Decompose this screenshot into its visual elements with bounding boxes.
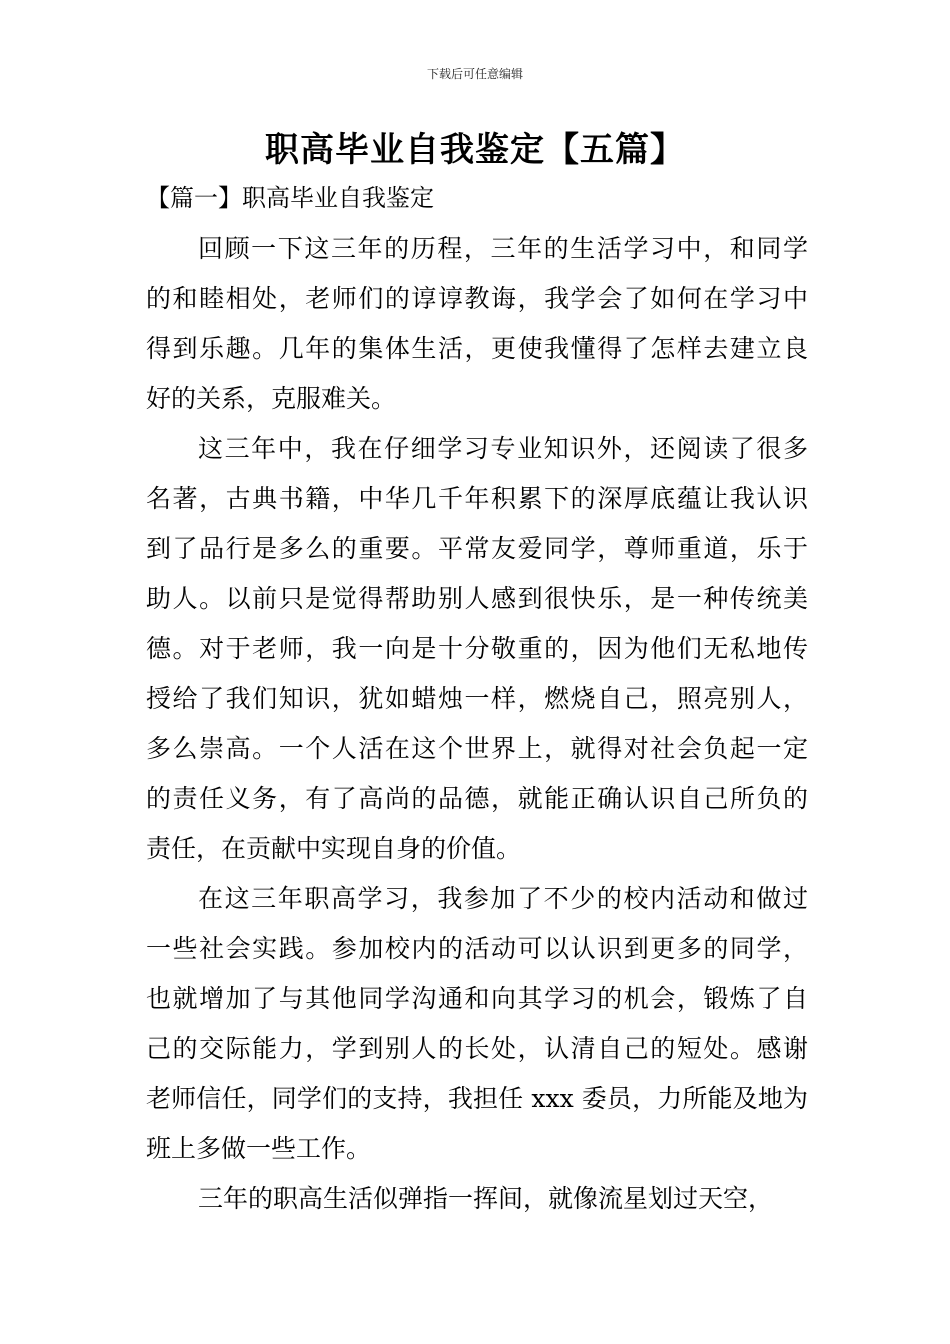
text-line: 回顾一下这三年的历程，三年的生活学习中，和同学	[198, 234, 808, 263]
text-line: 得到乐趣。几年的集体生活，更使我懂得了怎样去建立良	[146, 334, 808, 363]
paragraph-4	[146, 1174, 808, 1224]
text-line: 名著，古典书籍，中华几千年积累下的深厚底蕴让我认识	[146, 484, 808, 513]
text-line: 老师信任，同学们的支持，我担任 xxx 委员，力所能及地为	[146, 1084, 808, 1113]
text-line: 好的关系，克服难关。	[146, 384, 397, 413]
text-line: 德。对于老师，我一向是十分敬重的，因为他们无私地传	[146, 634, 808, 663]
text-line: 三年的职高生活似弹指一挥间，就像流星划过天空，	[198, 1184, 774, 1213]
text-line: 这三年中，我在仔细学习专业知识外，还阅读了很多	[198, 434, 808, 463]
page-title: 职高毕业自我鉴定【五篇】	[265, 130, 685, 170]
text-line: 在这三年职高学习，我参加了不少的校内活动和做过	[198, 884, 808, 913]
text-line: 授给了我们知识，犹如蜡烛一样，燃烧自己，照亮别人，	[146, 684, 808, 713]
text-line: 班上多做一些工作。	[146, 1134, 372, 1163]
paragraph-3	[146, 874, 808, 1174]
text-line: 也就增加了与其他同学沟通和向其学习的机会，锻炼了自	[146, 984, 808, 1013]
text-line: 责任，在贡献中实现自身的价值。	[146, 834, 522, 863]
header-note: 下载后可任意编辑	[426, 67, 523, 81]
text-line: 己的交际能力，学到别人的长处，认清自己的短处。感谢	[146, 1034, 808, 1063]
text-line: 到了品行是多么的重要。平常友爱同学，尊师重道，乐于	[146, 534, 808, 563]
body-text	[146, 224, 808, 1224]
text-line: 一些社会实践。参加校内的活动可以认识到更多的同学，	[146, 934, 808, 963]
section-heading: 【篇一】职高毕业自我鉴定	[146, 184, 434, 212]
paragraph-2	[146, 424, 808, 874]
paragraph-1	[146, 224, 808, 424]
text-line: 的责任义务，有了高尚的品德，就能正确认识自己所负的	[146, 784, 808, 813]
text-line: 的和睦相处，老师们的谆谆教诲，我学会了如何在学习中	[146, 284, 808, 313]
text-line: 多么崇高。一个人活在这个世界上，就得对社会负起一定	[146, 734, 808, 763]
text-line: 助人。以前只是觉得帮助别人感到很快乐，是一种传统美	[146, 584, 808, 613]
